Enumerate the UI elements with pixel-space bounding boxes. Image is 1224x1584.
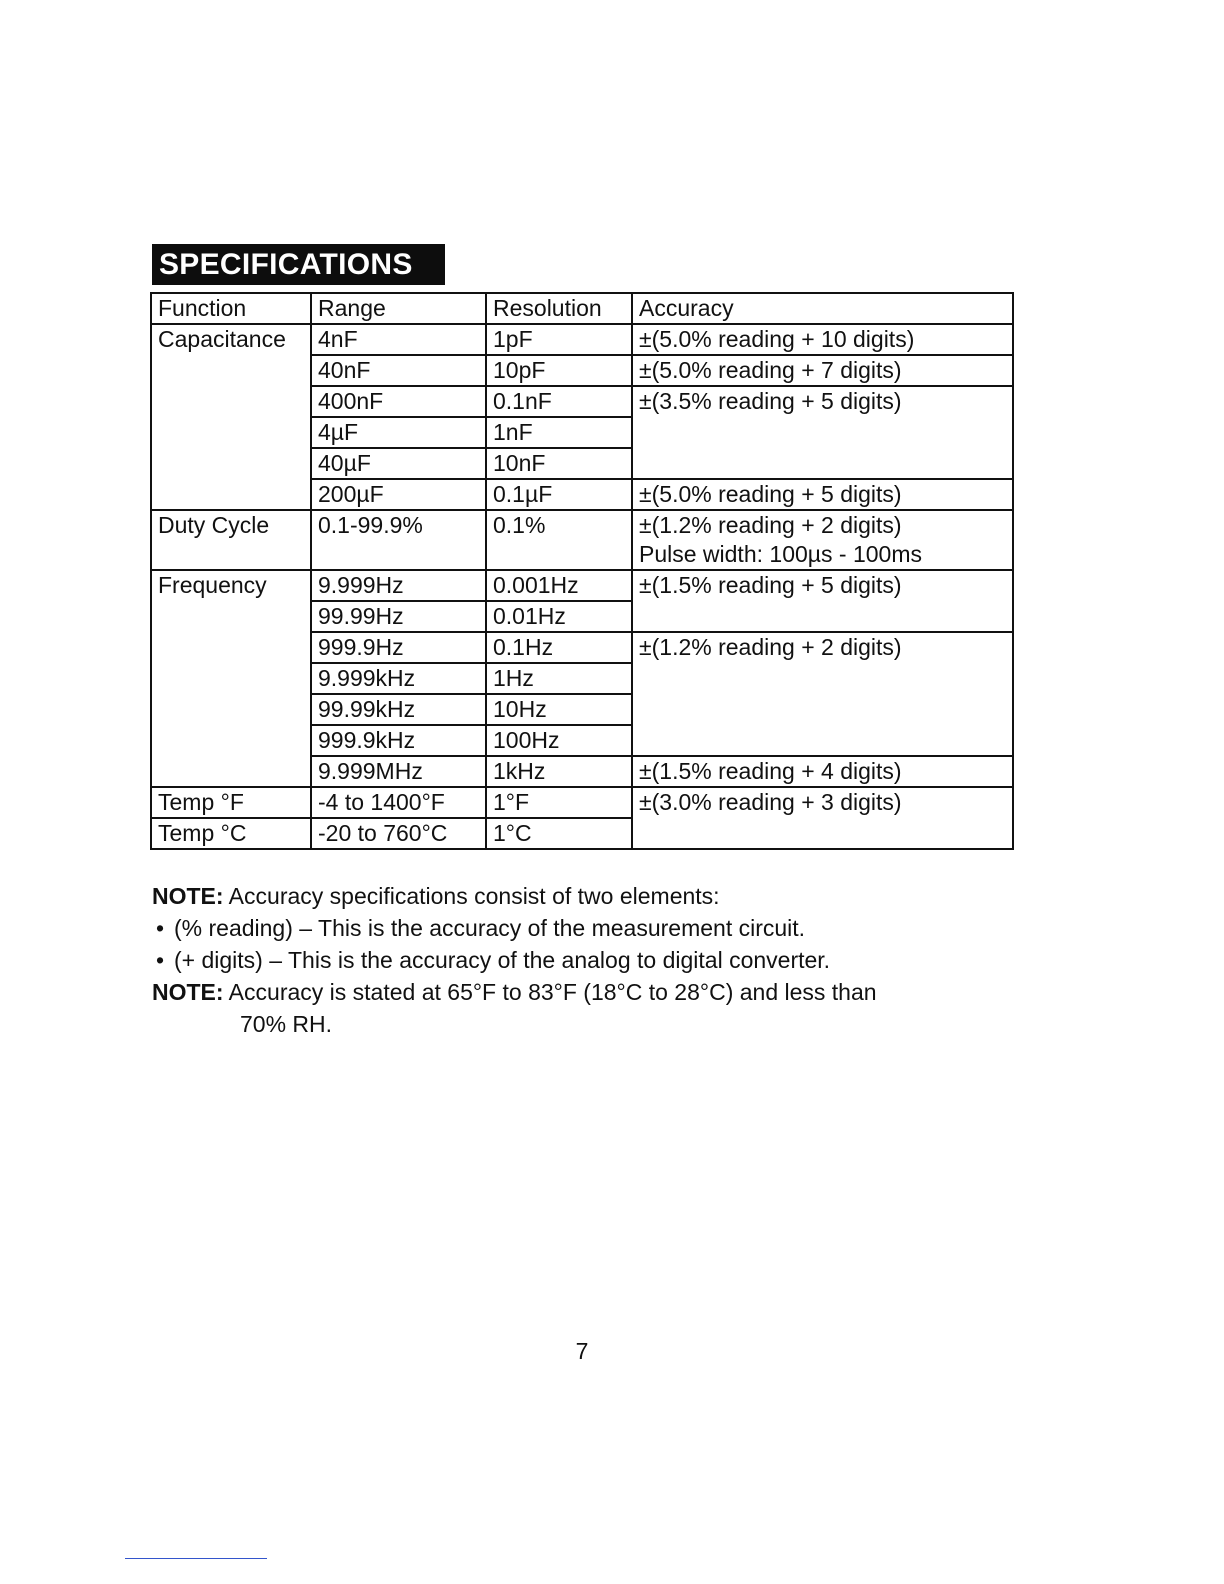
resolution-cell: 0.001Hz: [486, 570, 632, 601]
resolution-cell: 0.1nF: [486, 386, 632, 417]
resolution-cell: 1°C: [486, 818, 632, 849]
list-item: [152, 912, 1052, 944]
resolution-cell: 1Hz: [486, 663, 632, 694]
resolution-cell: 0.1µF: [486, 479, 632, 510]
accuracy-cell: ±(3.0% reading + 3 digits): [632, 787, 1013, 849]
range-cell: 400nF: [311, 386, 486, 417]
section-heading: SPECIFICATIONS: [152, 244, 445, 285]
range-cell: 4µF: [311, 417, 486, 448]
accuracy-cell: ±(1.2% reading + 2 digits): [632, 632, 1013, 756]
table-row: [151, 787, 1013, 818]
range-cell: 4nF: [311, 324, 486, 355]
resolution-cell: 100Hz: [486, 725, 632, 756]
note-accuracy-elements: [152, 880, 1052, 912]
function-cell: Capacitance: [151, 324, 311, 510]
note-label: NOTE:: [152, 979, 224, 1005]
note-continuation: 70% RH.: [240, 1011, 333, 1037]
bullet-text: (% reading) – This is the accuracy of the measurement circuit.: [174, 915, 806, 941]
range-cell: 9.999MHz: [311, 756, 486, 787]
page-number: 7: [575, 1338, 589, 1364]
resolution-cell: 1°F: [486, 787, 632, 818]
table-row: [151, 570, 1013, 601]
range-cell: 99.99Hz: [311, 601, 486, 632]
resolution-cell: 0.01Hz: [486, 601, 632, 632]
function-cell: Duty Cycle: [151, 510, 311, 570]
table-row: [151, 510, 1013, 570]
range-cell: 40µF: [311, 448, 486, 479]
note-label: NOTE:: [152, 883, 224, 909]
header-accuracy: Accuracy: [632, 293, 1013, 324]
range-cell: 9.999kHz: [311, 663, 486, 694]
bullet-icon: •: [156, 915, 165, 941]
resolution-cell: 10nF: [486, 448, 632, 479]
specifications-table: [150, 292, 1014, 850]
accuracy-cell: ±(3.5% reading + 5 digits): [632, 386, 1013, 479]
pulse-width-line: Pulse width: 100µs - 100ms: [639, 541, 922, 567]
resolution-cell: 1pF: [486, 324, 632, 355]
accuracy-cell: ±(1.5% reading + 4 digits): [632, 756, 1013, 787]
resolution-cell: 10pF: [486, 355, 632, 386]
list-item: [152, 944, 1052, 976]
header-resolution: Resolution: [486, 293, 632, 324]
range-cell: 999.9kHz: [311, 725, 486, 756]
function-cell: Frequency: [151, 570, 311, 787]
range-cell: -4 to 1400°F: [311, 787, 486, 818]
range-cell: 99.99kHz: [311, 694, 486, 725]
range-cell: 0.1-99.9%: [311, 510, 486, 570]
accuracy-cell: [632, 510, 1013, 570]
range-cell: -20 to 760°C: [311, 818, 486, 849]
accuracy-cell: ±(1.5% reading + 5 digits): [632, 570, 1013, 632]
range-cell: 999.9Hz: [311, 632, 486, 663]
bullet-icon: •: [156, 947, 165, 973]
resolution-cell: 1kHz: [486, 756, 632, 787]
footer-rule: [125, 1558, 267, 1559]
range-cell: 40nF: [311, 355, 486, 386]
header-range: Range: [311, 293, 486, 324]
header-function: Function: [151, 293, 311, 324]
accuracy-cell: ±(5.0% reading + 5 digits): [632, 479, 1013, 510]
function-cell: Temp °C: [151, 818, 311, 849]
note-text: Accuracy is stated at 65°F to 83°F (18°C to 28°C) and less than: [223, 979, 877, 1005]
resolution-cell: 1nF: [486, 417, 632, 448]
table-row: [151, 324, 1013, 355]
note-accuracy-conditions: [152, 976, 1052, 1008]
bullet-text: (+ digits) – This is the accuracy of the analog to digital converter.: [174, 947, 831, 973]
resolution-cell: 0.1%: [486, 510, 632, 570]
resolution-cell: 0.1Hz: [486, 632, 632, 663]
resolution-cell: 10Hz: [486, 694, 632, 725]
function-cell: Temp °F: [151, 787, 311, 818]
accuracy-line: ±(1.2% reading + 2 digits): [639, 512, 902, 538]
accuracy-cell: ±(5.0% reading + 7 digits): [632, 355, 1013, 386]
note-text: Accuracy specifications consist of two elements:: [223, 883, 720, 909]
accuracy-cell: ±(5.0% reading + 10 digits): [632, 324, 1013, 355]
range-cell: 200µF: [311, 479, 486, 510]
range-cell: 9.999Hz: [311, 570, 486, 601]
notes-block: [152, 880, 1052, 1040]
table-header-row: [151, 293, 1013, 324]
